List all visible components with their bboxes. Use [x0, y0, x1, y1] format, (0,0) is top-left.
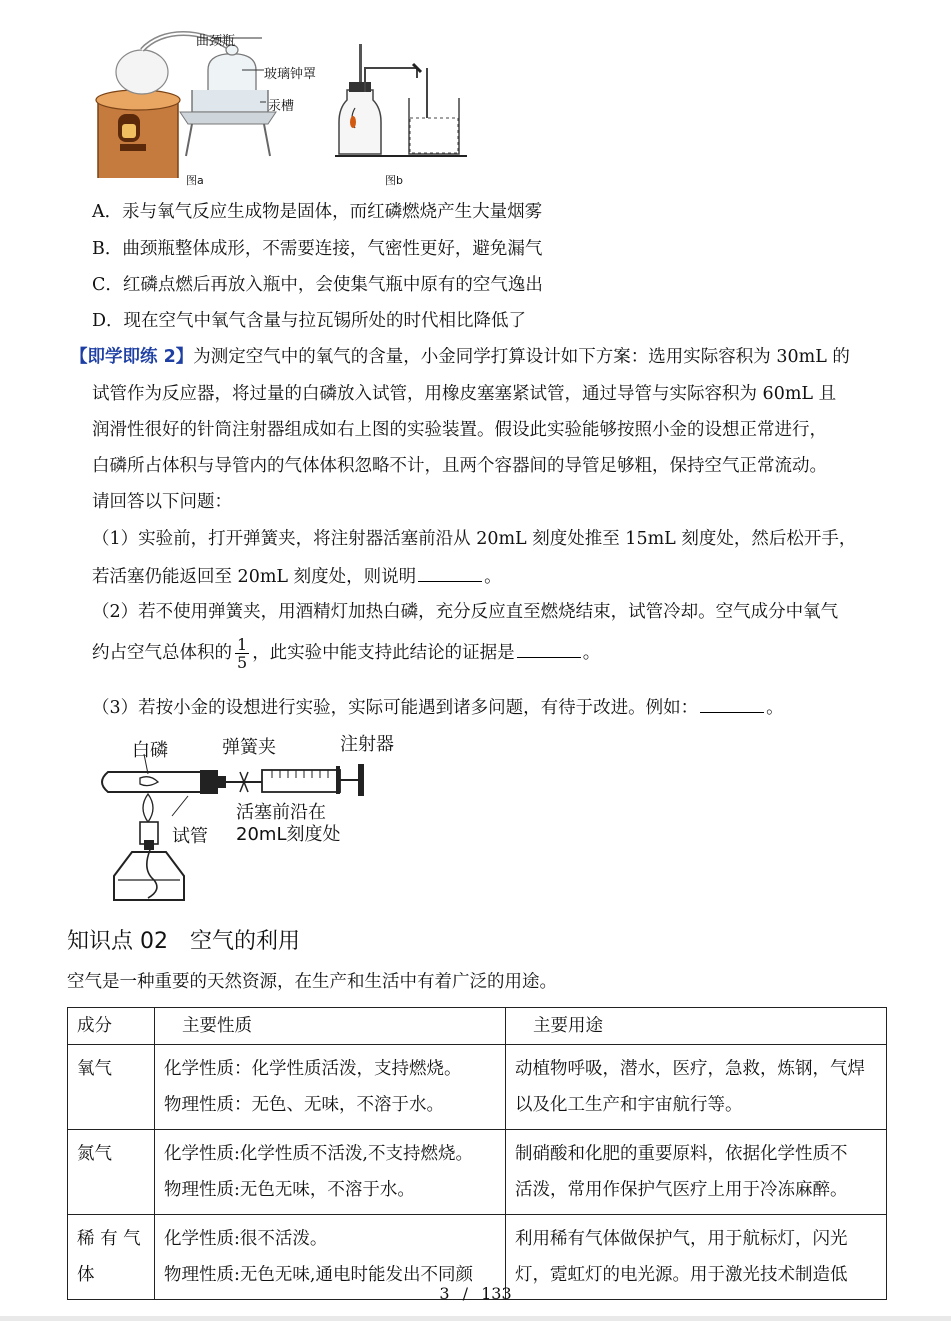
question-1-text: 若活塞仍能返回至 20mL 刻度处，则说明 [92, 567, 417, 587]
cell-properties [155, 1045, 506, 1130]
name-line: 稀 有 气 [77, 1229, 141, 1249]
figure-b-caption: 图b [385, 174, 403, 187]
figure-b [335, 38, 470, 188]
figure-a [92, 28, 317, 188]
section-intro: 空气是一种重要的天然资源，在生产和生活中有着广泛的用途。 [67, 972, 557, 992]
fraction-one-fifth [235, 636, 249, 671]
exercise-intro-line: 试管作为反应器，将过量的白磷放入试管，用橡皮塞塞紧试管，通过导管与实际容积为 60mL 且 [92, 384, 837, 404]
section-title: 知识点 02 空气的利用 [67, 929, 300, 954]
table-row [68, 1130, 887, 1215]
header-cell-uses [506, 1008, 887, 1045]
property-line: 物理性质：无色、无味，不溶于水。 [164, 1095, 444, 1115]
question-2-line-1: （2）若不使用弹簧夹，用酒精灯加热白磷，充分反应直至燃烧结束，试管冷却。空气成分中氧气 [92, 602, 839, 622]
question-1-line-2 [92, 563, 502, 589]
question-3-text: （3）若按小金的设想进行实验，实际可能遇到诸多问题，有待于改进。例如： [92, 698, 699, 718]
label-mercury-trough: 汞槽 [268, 99, 295, 114]
question-3 [92, 694, 784, 720]
exercise-intro-line: 润滑性很好的针筒注射器组成如右上图的实验装置。假设此实验能够按照小金的设想正常进行， [92, 420, 827, 440]
cell-uses [506, 1130, 887, 1215]
label-white-phosphorus: 白磷 [132, 740, 168, 761]
properties-table [67, 1007, 887, 1300]
syringe-figure [92, 730, 412, 912]
header-properties-label: 主要性质 [182, 1016, 252, 1036]
property-line: 化学性质:很不活泼。 [164, 1229, 328, 1249]
use-line: 灯，霓虹灯的电光源。用于激光技术制造低 [515, 1265, 848, 1285]
page-separator: / [462, 1284, 469, 1303]
table-row [68, 1045, 887, 1130]
total-pages: 133 [481, 1284, 512, 1303]
property-line: 化学性质:化学性质不活泼,不支持燃烧。 [164, 1144, 473, 1164]
table-header-row [68, 1008, 887, 1045]
option-d: D．现在空气中氧气含量与拉瓦锡所处的时代相比降低了 [92, 311, 527, 331]
cell-properties [155, 1130, 506, 1215]
property-line: 物理性质:无色无味，不溶于水。 [164, 1180, 415, 1200]
figure-b-drawing [335, 38, 470, 166]
page-indicator [0, 1284, 951, 1303]
answer-blank-2[interactable] [517, 639, 581, 658]
exercise-first-line [70, 345, 850, 369]
cell-name: 氧气 [68, 1045, 155, 1130]
cell-name: 氮气 [68, 1130, 155, 1215]
figure-a-caption: 图a [186, 174, 204, 187]
exercise-tag: 【即学即练 2】 [70, 347, 194, 367]
name-line: 体 [77, 1265, 95, 1285]
header-cell-component: 成分 [68, 1008, 155, 1045]
label-spring-clamp: 弹簧夹 [222, 737, 276, 758]
question-2-text-a: 约占空气总体积的 [92, 643, 232, 663]
label-20ml-mark: 20mL刻度处 [236, 824, 341, 845]
use-line: 动植物呼吸，潜水，医疗，急救，炼钢，气焊 [515, 1059, 865, 1079]
option-a: A．汞与氧气反应生成物是固体，而红磷燃烧产生大量烟雾 [92, 202, 543, 222]
bottom-bar [0, 1316, 951, 1321]
period: 。 [484, 567, 502, 587]
property-line: 物理性质:无色无味,通电时能发出不同颜 [164, 1265, 473, 1285]
fraction-denominator: 5 [237, 653, 248, 672]
exercise-intro-line: 请回答以下问题： [92, 492, 232, 512]
use-line: 以及化工生产和宇宙航行等。 [515, 1095, 743, 1115]
period: 。 [582, 643, 601, 663]
header-cell-properties [155, 1008, 506, 1045]
label-test-tube: 试管 [172, 826, 208, 847]
answer-blank-3[interactable] [700, 694, 764, 713]
use-line: 利用稀有气体做保护气，用于航标灯，闪光 [515, 1229, 848, 1249]
label-syringe: 注射器 [340, 734, 394, 755]
property-line: 化学性质：化学性质活泼，支持燃烧。 [164, 1059, 462, 1079]
question-2-line-2 [92, 636, 600, 671]
option-c: C．红磷点燃后再放入瓶中，会使集气瓶中原有的空气逸出 [92, 275, 543, 295]
use-line: 制硝酸和化肥的重要原料，依据化学性质不 [515, 1144, 848, 1164]
fraction-numerator: 1 [237, 635, 248, 654]
label-piston-front: 活塞前沿在 [236, 802, 326, 823]
answer-blank-1[interactable] [418, 563, 482, 582]
use-line: 活泼，常用作保护气医疗上用于冷冻麻醉。 [515, 1180, 848, 1200]
question-1-line-1: （1）实验前，打开弹簧夹，将注射器活塞前沿从 20mL 刻度处推至 15mL 刻度处，然后松开手， [92, 529, 857, 549]
label-retort: 曲颈瓶 [196, 34, 236, 49]
period: 。 [766, 698, 784, 718]
exercise-intro-line: 白磷所占体积与导管内的气体体积忽略不计，且两个容器间的导管足够粗，保持空气正常流动。 [92, 456, 827, 476]
option-b: B．曲颈瓶整体成形，不需要连接，气密性更好，避免漏气 [92, 239, 543, 259]
label-bell-jar: 玻璃钟罩 [264, 67, 317, 82]
current-page: 3 [439, 1284, 450, 1303]
question-2-text-b: ，此实验中能支持此结论的证据是 [252, 643, 515, 663]
exercise-intro-line: 为测定空气中的氧气的含量，小金同学打算设计如下方案：选用实际容积为 30mL 的 [193, 347, 850, 367]
cell-uses [506, 1045, 887, 1130]
header-uses-label: 主要用途 [533, 1016, 603, 1036]
